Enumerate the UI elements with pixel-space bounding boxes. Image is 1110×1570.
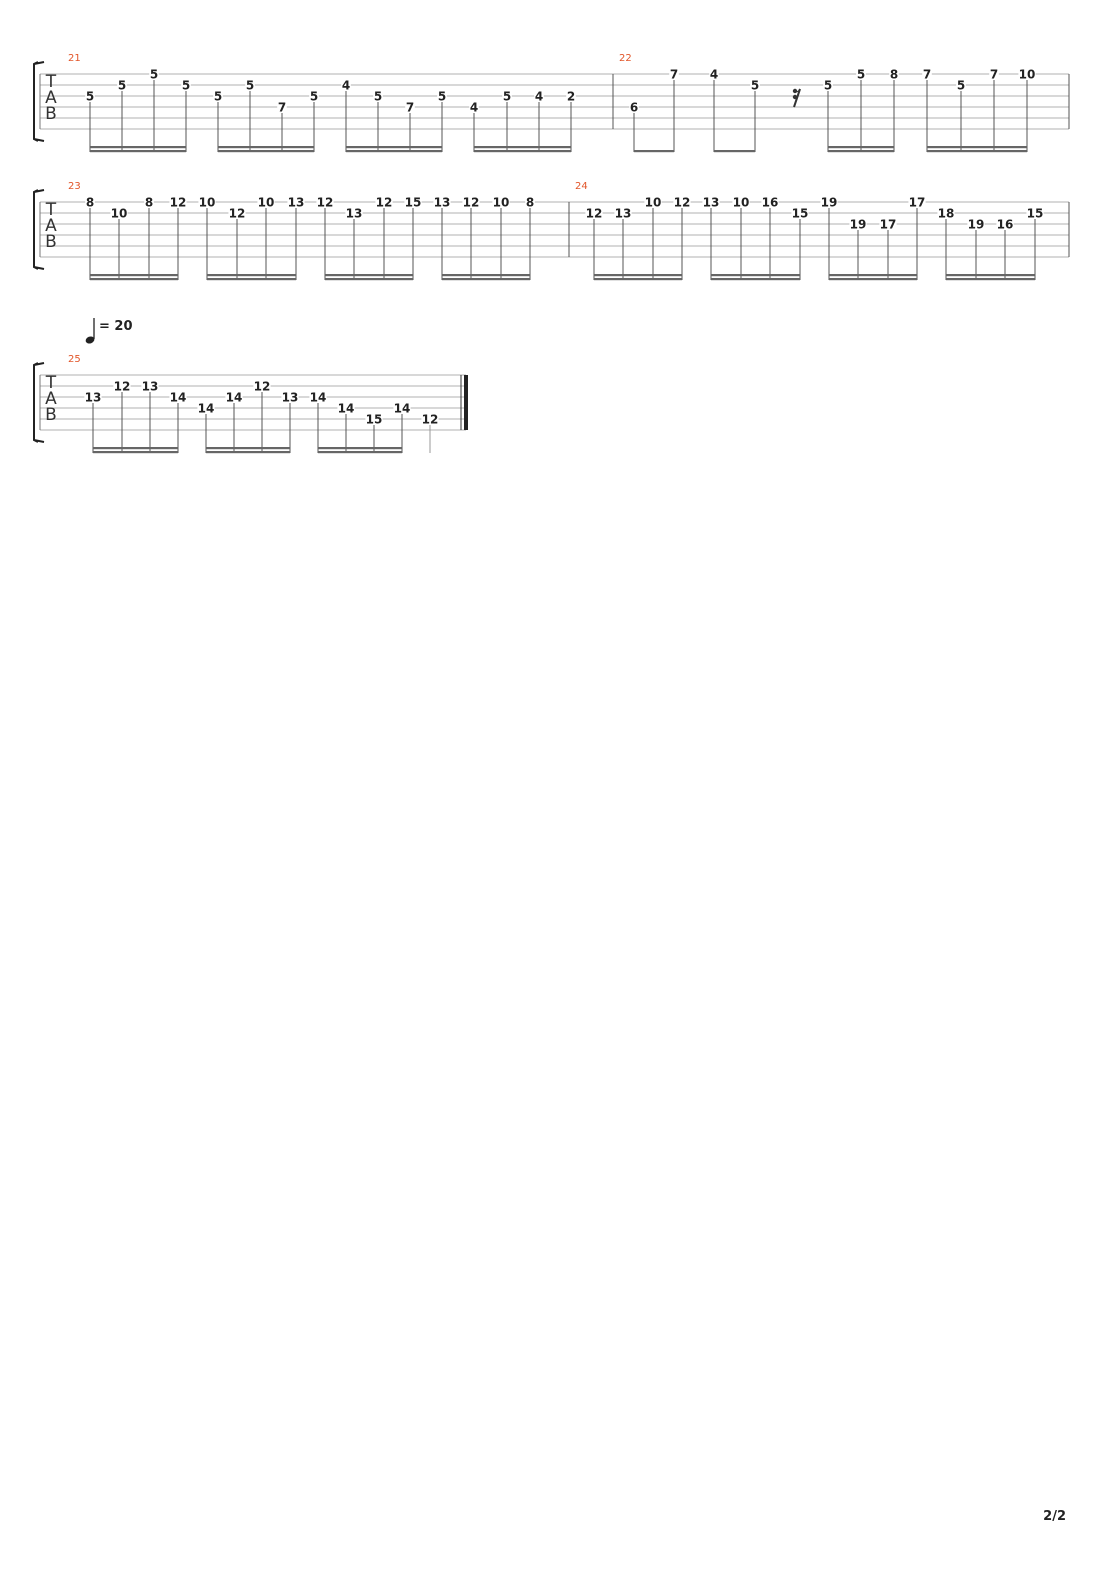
beam — [207, 274, 296, 276]
fret-number: 5 — [502, 89, 512, 104]
fret-number: 15 — [365, 412, 383, 427]
fret-number: 13 — [141, 379, 159, 394]
fret-number: 10 — [492, 195, 510, 210]
note-group — [84, 380, 186, 454]
fret-number: 16 — [761, 195, 779, 210]
fret-number: 18 — [937, 206, 955, 221]
bar-number: 22 — [619, 53, 632, 64]
note-group — [629, 68, 679, 153]
bar-number: 23 — [68, 181, 81, 192]
tab-system-2 — [34, 181, 1069, 280]
note-group — [85, 68, 191, 153]
fret-number: 7 — [277, 100, 287, 115]
tab-clef-letter: T — [45, 200, 57, 220]
fret-number: 16 — [996, 217, 1014, 232]
fret-number: 5 — [181, 78, 191, 93]
fret-number: 14 — [225, 390, 243, 405]
fret-number: 19 — [849, 217, 867, 232]
fret-number: 4 — [469, 100, 479, 115]
beam — [828, 150, 894, 152]
fret-number: 5 — [117, 78, 127, 93]
fret-number: 7 — [922, 67, 932, 82]
beam — [711, 274, 800, 276]
fret-number: 5 — [245, 78, 255, 93]
beam — [594, 278, 682, 280]
fret-number: 12 — [253, 379, 271, 394]
fret-number: 17 — [879, 217, 897, 232]
fret-number: 12 — [585, 206, 603, 221]
beam — [93, 447, 178, 449]
fret-number: 15 — [404, 195, 422, 210]
beam — [927, 150, 1027, 152]
fret-number: 4 — [534, 89, 544, 104]
fret-number: 2 — [566, 89, 576, 104]
note-group — [341, 79, 447, 153]
note-group — [937, 207, 1043, 281]
beam — [594, 274, 682, 276]
tab-clef-letter: B — [45, 104, 57, 124]
beam — [206, 447, 290, 449]
beam — [711, 278, 800, 280]
fret-number: 10 — [644, 195, 662, 210]
fret-number: 14 — [309, 390, 327, 405]
fret-number: 7 — [989, 67, 999, 82]
fret-number: 7 — [405, 100, 415, 115]
fret-number: 14 — [169, 390, 187, 405]
note-group — [85, 196, 186, 281]
beam — [828, 146, 894, 148]
beam — [346, 146, 442, 148]
fret-number: 4 — [341, 78, 351, 93]
fret-number: 7 — [669, 67, 679, 82]
beam — [325, 274, 413, 276]
bar-number: 24 — [575, 181, 588, 192]
fret-number: 12 — [228, 206, 246, 221]
fret-number: 6 — [629, 100, 639, 115]
beam — [442, 274, 530, 276]
bar-number: 25 — [68, 354, 81, 365]
fret-number: 12 — [375, 195, 393, 210]
note-group — [213, 79, 319, 153]
beam — [90, 274, 178, 276]
tab-clef-letter: A — [45, 216, 57, 236]
fret-number: 13 — [702, 195, 720, 210]
fret-number: 13 — [345, 206, 363, 221]
beam — [634, 150, 674, 152]
fret-number: 12 — [113, 379, 131, 394]
fret-number: 15 — [791, 206, 809, 221]
fret-number: 12 — [316, 195, 334, 210]
beam — [714, 150, 755, 152]
fret-number: 5 — [373, 89, 383, 104]
tempo-text: = 20 — [99, 319, 133, 334]
sixteenth-rest-icon — [793, 89, 800, 107]
fret-number: 13 — [614, 206, 632, 221]
fret-number: 8 — [144, 195, 154, 210]
fret-number: 5 — [956, 78, 966, 93]
fret-number: 12 — [462, 195, 480, 210]
beam — [218, 150, 314, 152]
beam — [946, 278, 1035, 280]
fret-number: 10 — [1018, 67, 1036, 82]
tab-clef-letter: T — [45, 373, 57, 393]
fret-number: 5 — [856, 67, 866, 82]
tab-clef-letter: T — [45, 72, 57, 92]
fret-number: 13 — [84, 390, 102, 405]
beam — [474, 146, 571, 148]
fret-number: 14 — [197, 401, 215, 416]
fret-number: 14 — [393, 401, 411, 416]
tempo-marking — [85, 318, 133, 345]
beam — [318, 451, 402, 453]
tab-clef-letter: A — [45, 88, 57, 108]
fret-number: 10 — [732, 195, 750, 210]
note-group — [820, 196, 925, 281]
note-group — [316, 196, 421, 281]
beam — [946, 274, 1035, 276]
fret-number: 13 — [433, 195, 451, 210]
beam — [474, 150, 571, 152]
note-group — [197, 380, 298, 454]
tab-system-3 — [34, 318, 468, 453]
bar-number: 21 — [68, 53, 81, 64]
beam — [207, 278, 296, 280]
fret-number: 5 — [213, 89, 223, 104]
fret-number: 5 — [750, 78, 760, 93]
fret-number: 8 — [889, 67, 899, 82]
beam — [93, 451, 178, 453]
beam — [318, 447, 402, 449]
note-group — [421, 413, 438, 454]
fret-number: 5 — [823, 78, 833, 93]
fret-number: 10 — [110, 206, 128, 221]
fret-number: 10 — [257, 195, 275, 210]
note-group — [709, 68, 760, 153]
note-group — [585, 196, 690, 281]
fret-number: 8 — [525, 195, 535, 210]
beam — [325, 278, 413, 280]
fret-number: 13 — [281, 390, 299, 405]
fret-number: 19 — [967, 217, 985, 232]
beam — [829, 278, 917, 280]
tab-clef-letter: A — [45, 389, 57, 409]
note-group — [309, 391, 410, 454]
fret-number: 19 — [820, 195, 838, 210]
beam — [218, 146, 314, 148]
beam — [346, 150, 442, 152]
beam — [206, 451, 290, 453]
note-group — [198, 196, 304, 281]
fret-number: 10 — [198, 195, 216, 210]
beam — [927, 146, 1027, 148]
fret-number: 17 — [908, 195, 926, 210]
fret-number: 14 — [337, 401, 355, 416]
fret-number: 13 — [287, 195, 305, 210]
fret-number: 12 — [169, 195, 187, 210]
beam — [90, 150, 186, 152]
fret-number: 4 — [709, 67, 719, 82]
beam — [442, 278, 530, 280]
fret-number: 12 — [421, 412, 439, 427]
note-group — [702, 196, 808, 281]
fret-number: 5 — [149, 67, 159, 82]
final-barline-thick — [464, 375, 468, 430]
beam — [90, 146, 186, 148]
beam — [829, 274, 917, 276]
page-number: 2/2 — [1043, 1509, 1066, 1524]
note-group — [469, 90, 576, 153]
fret-number: 5 — [309, 89, 319, 104]
fret-number: 12 — [673, 195, 691, 210]
fret-number: 15 — [1026, 206, 1044, 221]
fret-number: 5 — [85, 89, 95, 104]
beam — [90, 278, 178, 280]
note-group — [433, 196, 534, 281]
note-group — [823, 68, 899, 153]
tab-clef-letter: B — [45, 405, 57, 425]
tab-clef-letter: B — [45, 232, 57, 252]
fret-number: 5 — [437, 89, 447, 104]
tab-system-1 — [34, 53, 1069, 152]
fret-number: 8 — [85, 195, 95, 210]
note-group — [922, 68, 1035, 153]
